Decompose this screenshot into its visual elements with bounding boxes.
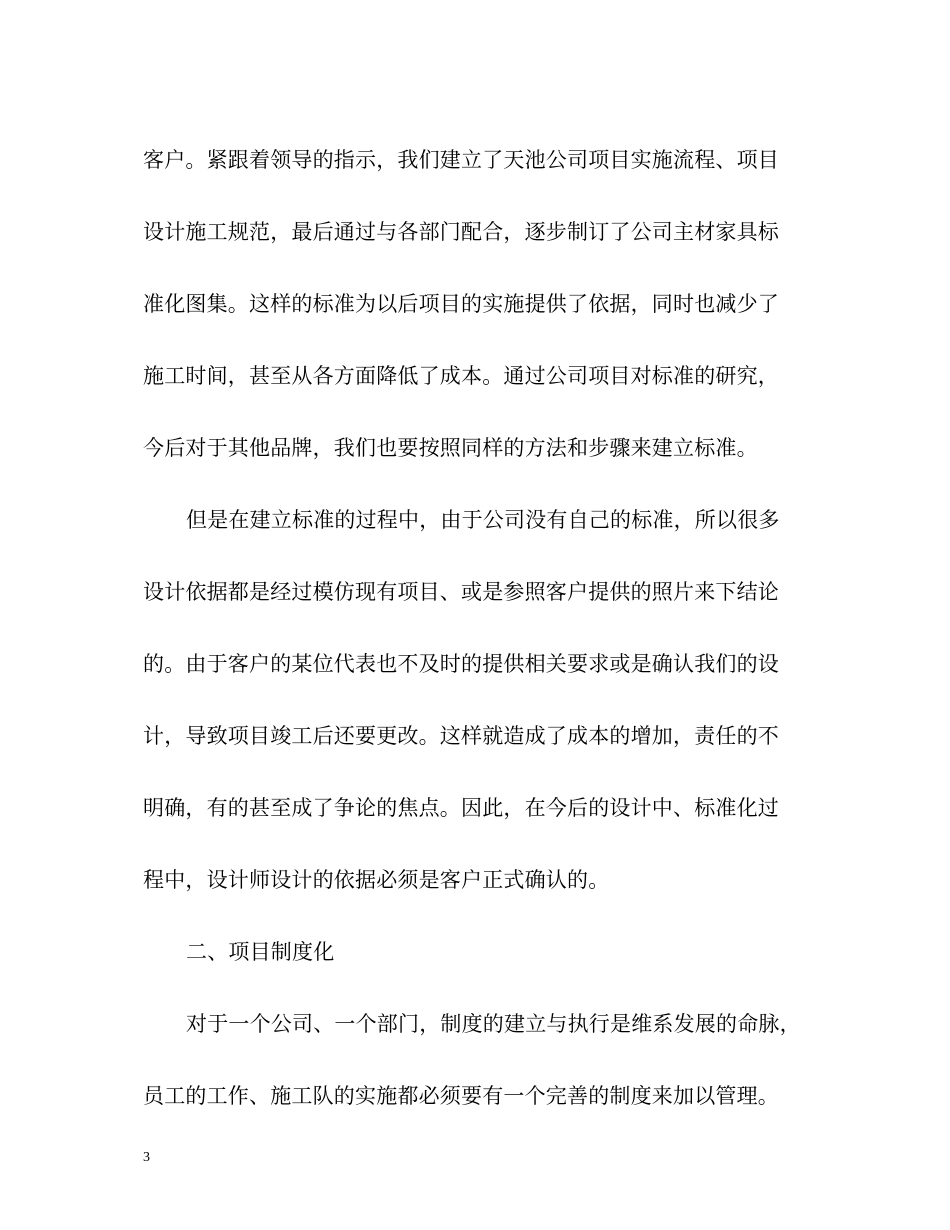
paragraph-line: 今后对于其他品牌，我们也要按照同样的方法和步骤来建立标准。: [143, 436, 758, 460]
paragraph-line: 程中，设计师设计的依据必须是客户正式确认的。: [143, 868, 610, 892]
paragraph-line: 设计施工规范，最后通过与各部门配合，逐步制订了公司主材家具标: [143, 220, 779, 244]
page-number: 3: [143, 1150, 150, 1165]
paragraph-line: 计，导致项目竣工后还要更改。这样就造成了成本的增加，责任的不: [143, 724, 779, 748]
section-heading: 二、项目制度化: [186, 940, 335, 964]
paragraph-first-line: 但是在建立标准的过程中，由于公司没有自己的标准，所以很多: [186, 508, 780, 532]
paragraph-line: 的。由于客户的某位代表也不及时的提供相关要求或是确认我们的设: [143, 652, 779, 676]
paragraph-first-line: 对于一个公司、一个部门，制度的建立与执行是维系发展的命脉，: [186, 1012, 801, 1036]
paragraph-line: 设计依据都是经过模仿现有项目、或是参照客户提供的照片来下结论: [143, 580, 779, 604]
paragraph-line: 客户。紧跟着领导的指示，我们建立了天池公司项目实施流程、项目: [143, 148, 779, 172]
paragraph-line: 施工时间，甚至从各方面降低了成本。通过公司项目对标准的研究，: [143, 364, 779, 388]
paragraph-line: 员工的工作、施工队的实施都必须要有一个完善的制度来加以管理。: [143, 1084, 779, 1108]
paragraph-line: 准化图集。这样的标准为以后项目的实施提供了依据，同时也减少了: [143, 292, 779, 316]
paragraph-line: 明确，有的甚至成了争论的焦点。因此，在今后的设计中、标准化过: [143, 796, 779, 820]
